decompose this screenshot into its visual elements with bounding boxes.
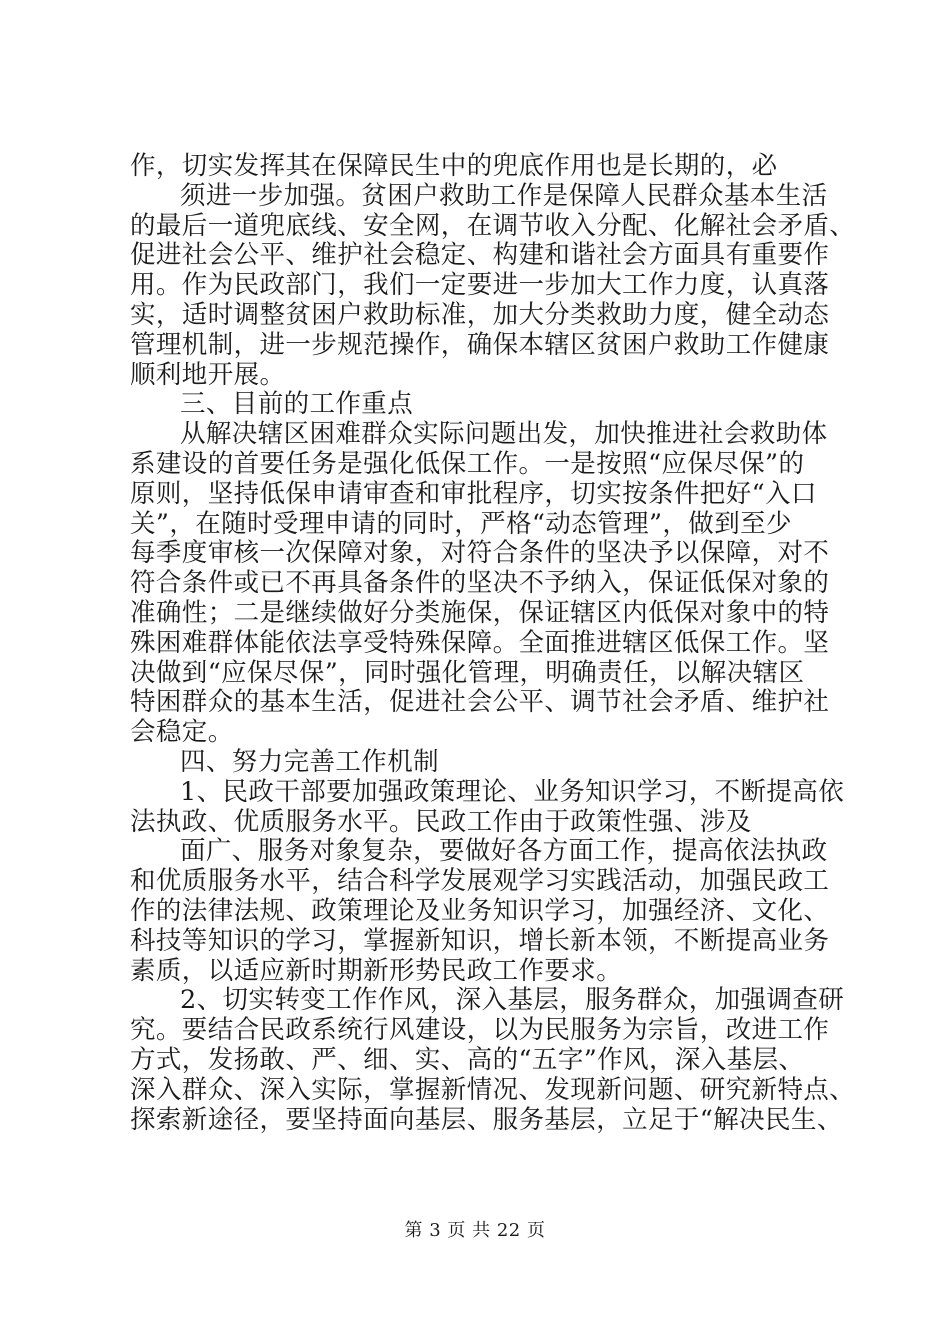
text-line: 管理机制，进一步规范操作，确保本辖区贫困户救助工作健康	[130, 329, 830, 360]
text-line: 顺利地开展。	[130, 359, 286, 390]
text-line: 和优质服务水平，结合科学发展观学习实践活动，加强民政工	[130, 866, 830, 897]
text-line: 1、民政干部要加强政策理论、业务知识学习，不断提高依	[180, 776, 845, 807]
text-line: 准确性；二是继续做好分类施保，保证辖区内低保对象中的特	[130, 597, 830, 628]
document-body	[130, 151, 856, 1135]
text-line: 会稳定。	[130, 717, 234, 748]
text-line: 2、切实转变工作作风，深入基层，服务群众，加强调查研	[180, 985, 845, 1016]
text-line: 殊困难群体能依法享受特殊保障。全面推进辖区低保工作。坚	[130, 627, 830, 658]
text-line: 原则，坚持低保申请审查和审批程序，切实按条件把好“入口	[130, 478, 817, 509]
text-line: 素质，以适应新时期新形势民政工作要求。	[130, 955, 623, 986]
text-line: 实，适时调整贫困户救助标准，加大分类救助力度，健全动态	[130, 299, 830, 330]
text-line: 方式，发扬敢、严、细、实、高的“五字”作风，深入基层、	[130, 1044, 805, 1075]
text-line: 作的法律法规、政策理论及业务知识学习，加强经济、文化、	[130, 895, 830, 926]
text-line: 科技等知识的学习，掌握新知识，增长新本领，不断提高业务	[130, 925, 830, 956]
text-line: 作，切实发挥其在保障民生中的兜底作用也是长期的，必	[130, 151, 778, 181]
text-line: 从解决辖区困难群众实际问题出发，加快推进社会救助体	[180, 419, 828, 450]
section-heading: 三、目前的工作重点	[180, 389, 414, 420]
text-line: 每季度审核一次保障对象，对符合条件的坚决予以保障，对不	[130, 538, 830, 569]
text-line: 系建设的首要任务是强化低保工作。一是按照“应保尽保”的	[130, 448, 805, 479]
text-line: 究。要结合民政系统行风建设，以为民服务为宗旨，改进工作	[130, 1015, 830, 1046]
text-line: 法执政、优质服务水平。民政工作由于政策性强、涉及	[130, 806, 752, 837]
section-heading: 四、努力完善工作机制	[180, 746, 440, 777]
text-line: 决做到“应保尽保”，同时强化管理，明确责任，以解决辖区	[130, 657, 805, 688]
text-line: 的最后一道兜底线、安全网，在调节收入分配、化解社会矛盾、	[130, 210, 856, 241]
text-line: 面广、服务对象复杂，要做好各方面工作，提高依法执政	[180, 836, 828, 867]
page-number-footer: 第 3 页 共 22 页	[404, 1220, 546, 1241]
text-line: 深入群众、深入实际，掌握新情况、发现新问题、研究新特点、	[130, 1074, 856, 1105]
text-line: 符合条件或已不再具备条件的坚决不予纳入，保证低保对象的	[130, 568, 830, 599]
text-line: 须进一步加强。贫困户救助工作是保障人民群众基本生活	[180, 180, 828, 211]
text-line: 关”，在随时受理申请的同时，严格“动态管理”，做到至少	[130, 508, 792, 539]
text-line: 用。作为民政部门，我们一定要进一步加大工作力度，认真落	[130, 270, 830, 301]
text-line: 探索新途径，要坚持面向基层、服务基层，立足于“解决民生、	[130, 1104, 843, 1135]
text-line: 特困群众的基本生活，促进社会公平、调节社会矛盾、维护社	[130, 687, 830, 718]
text-line: 促进社会公平、维护社会稳定、构建和谐社会方面具有重要作	[130, 240, 830, 271]
